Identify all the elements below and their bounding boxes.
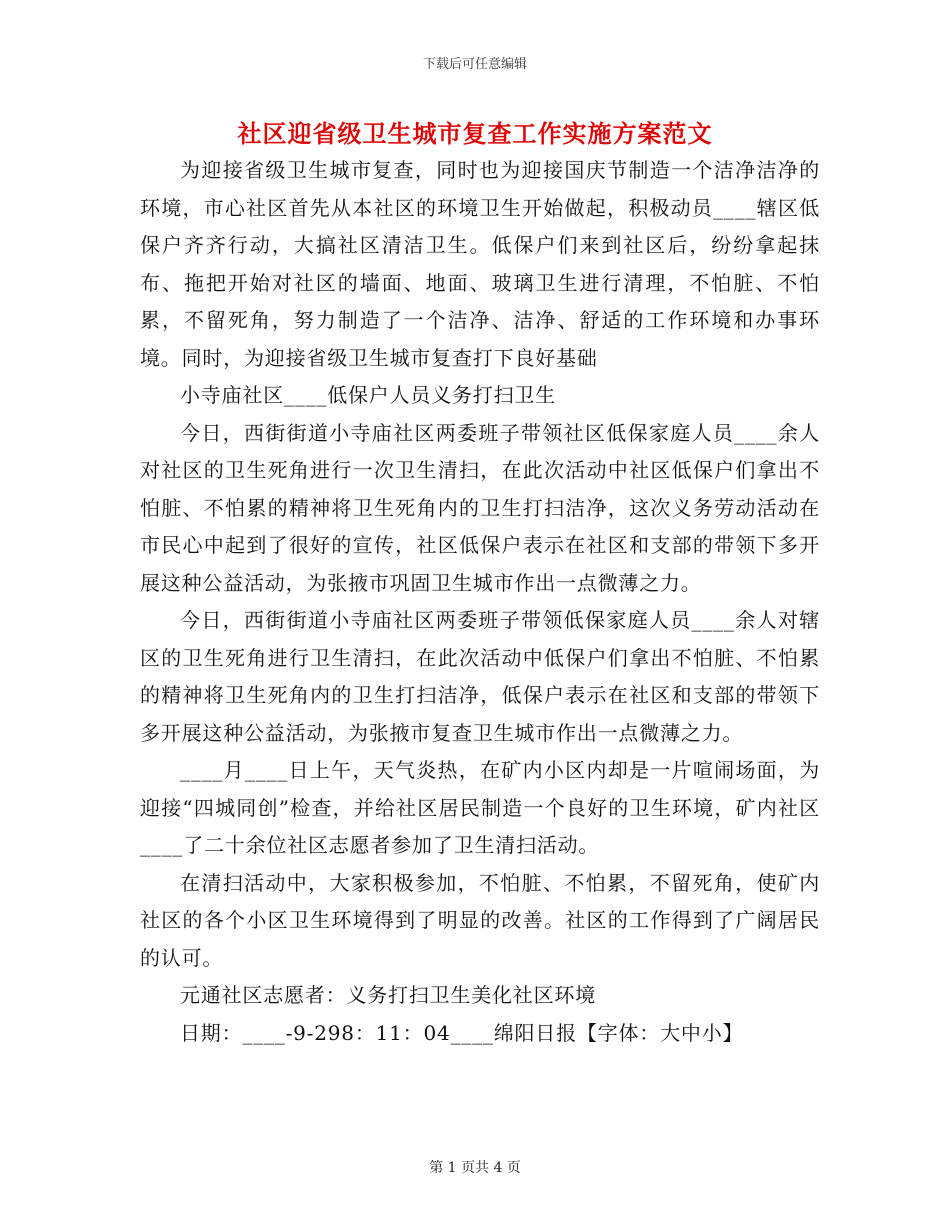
page-footer: 第 1 页共 4 页 — [429, 1160, 521, 1176]
paragraph: 今日，西街街道小寺庙社区两委班子带领低保家庭人员____余人对辖区的卫生死角进行卫生清扫，在此次活动中低保户们拿出不怕脏、不怕累的精神将卫生死角内的卫生打扫洁净，低保户表示在社区和支部的带领下多开展这种公益活动，为张掖市复查卫生城市作出一点微薄之力。 — [140, 608, 820, 745]
paragraph: 日期：____-9-298：11：04____绵阳日报【字体：大中小】 — [180, 1020, 744, 1045]
paragraph: 为迎接省级卫生城市复查，同时也为迎接国庆节制造一个洁净洁净的环境，市心社区首先从本社区的环境卫生开始做起，积极动员____辖区低保户齐齐行动，大搞社区清洁卫生。低保户们来到社区后，纷纷拿起抹布、拖把开始对社区的墙面、地面、玻璃卫生进行清理，不怕脏、不怕累，不留死角，努力制造了一个洁净、洁净、舒适的工作环境和办事环境。同时，为迎接省级卫生城市复查打下良好基础 — [140, 158, 820, 370]
document-title: 社区迎省级卫生城市复查工作实施方案范文 — [237, 119, 713, 148]
document-body — [140, 152, 820, 1052]
paragraph: 今日，西街街道小寺庙社区两委班子带领社区低保家庭人员____余人对社区的卫生死角进行一次卫生清扫，在此次活动中社区低保户们拿出不怕脏、不怕累的精神将卫生死角内的卫生打扫洁净，这次义务劳动活动在市民心中起到了很好的宣传，社区低保户表示在社区和支部的带领下多开展这种公益活动，为张掖市巩固卫生城市作出一点微薄之力。 — [140, 420, 820, 595]
paragraph: 在清扫活动中，大家积极参加，不怕脏、不怕累，不留死角，使矿内社区的各个小区卫生环境得到了明显的改善。社区的工作得到了广阔居民的认可。 — [140, 870, 820, 970]
paragraph: 元通社区志愿者：义务打扫卫生美化社区环境 — [180, 983, 596, 1007]
paragraph: 小寺庙社区____低保户人员义务打扫卫生 — [180, 383, 556, 407]
paragraph: ____月____日上午，天气炎热，在矿内小区内却是一片喧闹场面，为迎接“四城同创”检查，并给社区居民制造一个良好的卫生环境，矿内社区____了二十余位社区志愿者参加了卫生清扫活动。 — [140, 758, 820, 857]
header-note: 下载后可任意编辑 — [422, 57, 527, 72]
